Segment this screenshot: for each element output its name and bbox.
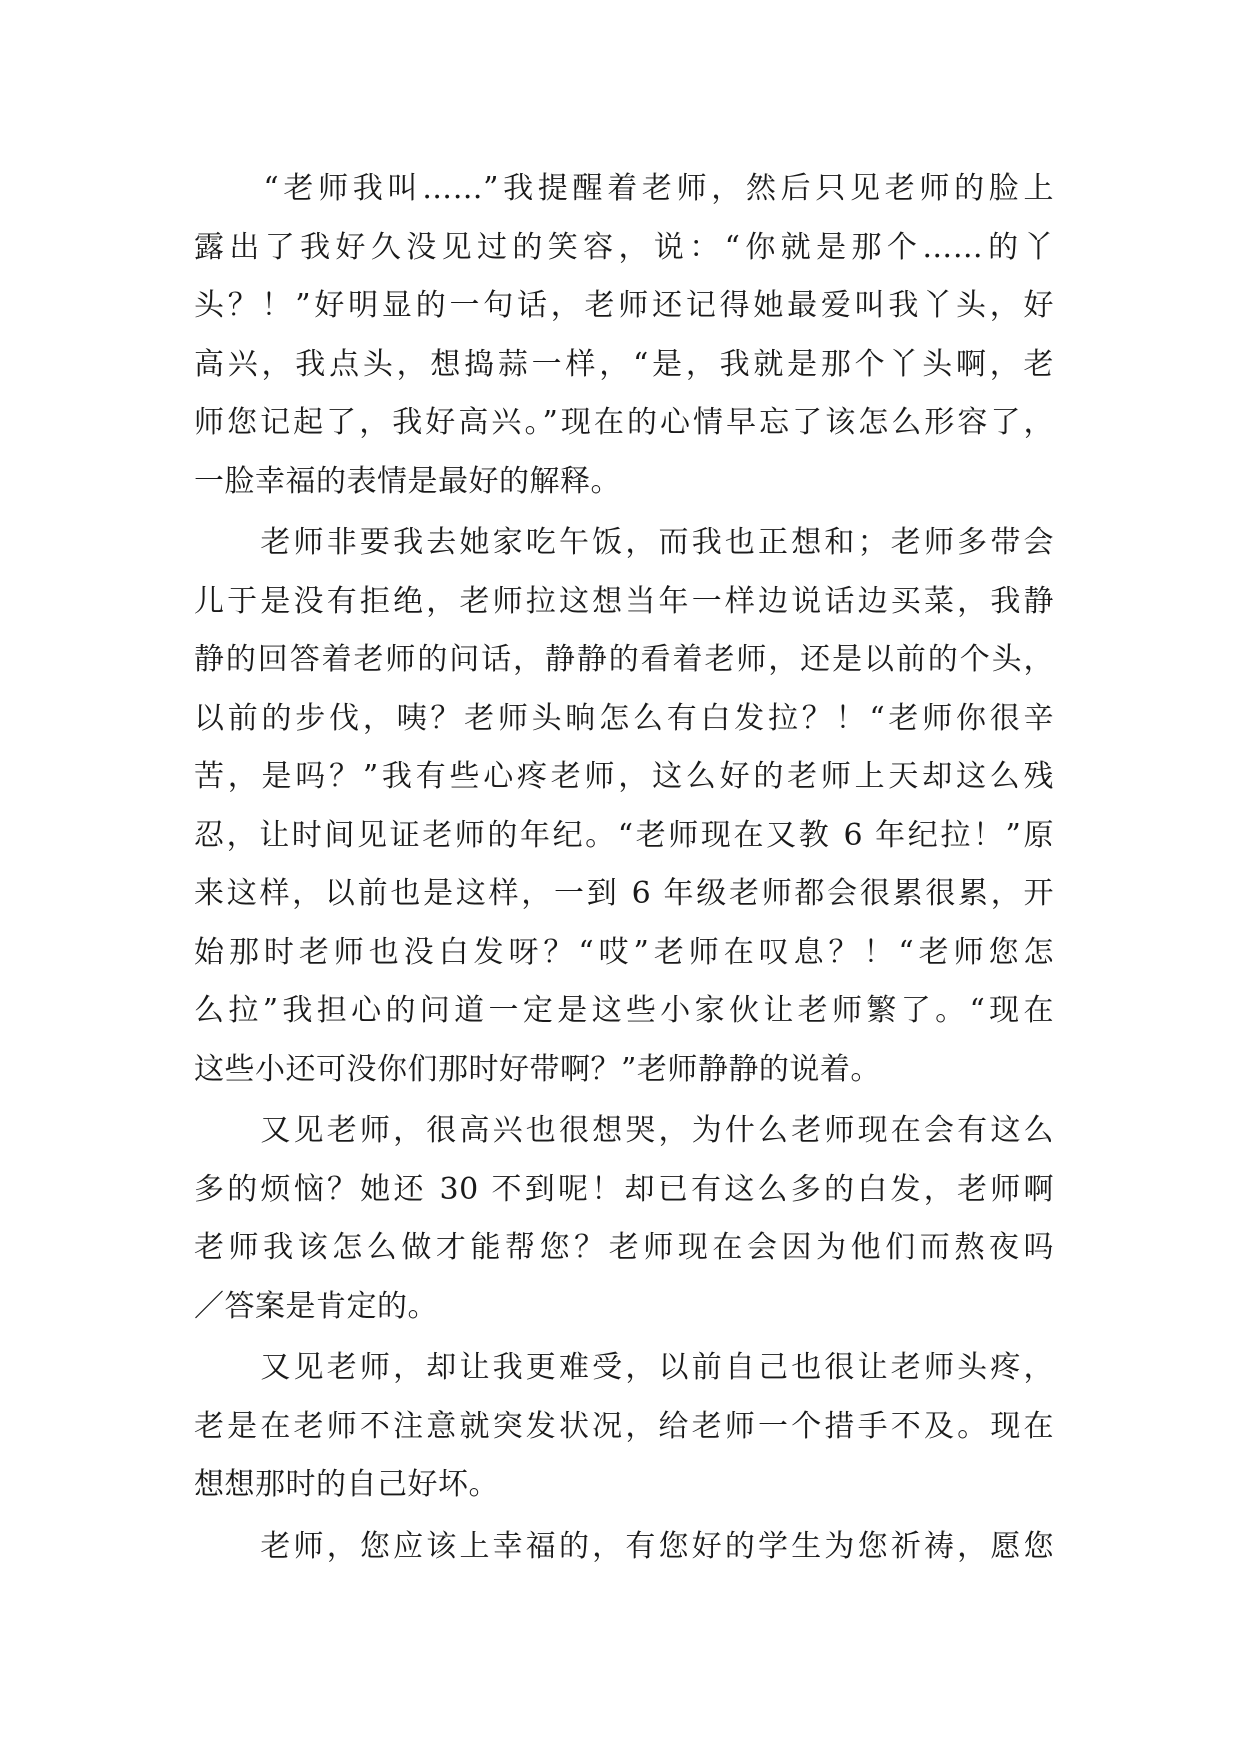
text-line: 师您记起了，我好高兴。”现在的心情早忘了该怎么形容了， <box>194 405 1054 440</box>
text-line: 又见老师，却让我更难受，以前自己也很让老师头疼， <box>194 1350 1054 1385</box>
text-line: “老师我叫……”我提醒着老师，然后只见老师的脸上 <box>194 171 1054 206</box>
paragraph-5 <box>194 1518 1054 1577</box>
paragraph-1 <box>194 160 1054 511</box>
paragraph-2 <box>194 514 1054 1099</box>
text-line: 又见老师，很高兴也很想哭，为什么老师现在会有这么 <box>194 1113 1054 1148</box>
text-line: 头？！”好明显的一句话，老师还记得她最爱叫我丫头，好 <box>194 288 1054 323</box>
text-line: 始那时老师也没白发呀？“哎”老师在叹息？！“老师您怎 <box>194 934 1054 970</box>
text-line: 一脸幸福的表情是最好的解释。 <box>194 463 621 499</box>
paragraph-4 <box>194 1339 1054 1515</box>
text-line: 以前的步伐，咦？老师头晌怎么有白发拉？！“老师你很辛 <box>194 700 1054 736</box>
text-line: 老师我该怎么做才能帮您？老师现在会因为他们而熬夜吗 <box>194 1230 1054 1265</box>
text-line: 忍，让时间见证老师的年纪。“老师现在又教 6 年纪拉！”原 <box>194 817 1054 853</box>
paragraph-3 <box>194 1102 1054 1336</box>
text-line: 儿于是没有拒绝，老师拉这想当年一样边说话边买菜，我静 <box>194 583 1054 619</box>
text-line: 苦，是吗？”我有些心疼老师，这么好的老师上天却这么残 <box>194 759 1054 794</box>
text-line: 老师，您应该上幸福的，有您好的学生为您祈祷，愿您 <box>194 1528 1054 1564</box>
text-line: ／答案是肯定的。 <box>194 1288 438 1324</box>
text-line: 来这样，以前也是这样，一到 6 年级老师都会很累很累，开 <box>194 876 1054 911</box>
text-line: 高兴，我点头，想捣蒜一样，“是，我就是那个丫头啊，老 <box>194 346 1054 382</box>
text-line: 静的回答着老师的问话，静静的看着老师，还是以前的个头， <box>194 642 1054 677</box>
text-line: 露出了我好久没见过的笑容，说：“你就是那个……的丫 <box>194 229 1054 265</box>
text-line: 多的烦恼？她还 30 不到呢！却已有这么多的白发，老师啊 <box>194 1171 1054 1207</box>
text-line: 老师非要我去她家吃午饭，而我也正想和；老师多带会 <box>194 525 1054 560</box>
text-line: 想想那时的自己好坏。 <box>194 1467 499 1502</box>
text-line: 么拉”我担心的问道一定是这些小家伙让老师繁了。“现在 <box>194 993 1054 1028</box>
text-line: 这些小还可没你们那时好带啊？”老师静静的说着。 <box>194 1051 881 1087</box>
text-line: 老是在老师不注意就突发状况，给老师一个措手不及。现在 <box>194 1408 1054 1444</box>
document-body <box>194 160 1054 1579</box>
